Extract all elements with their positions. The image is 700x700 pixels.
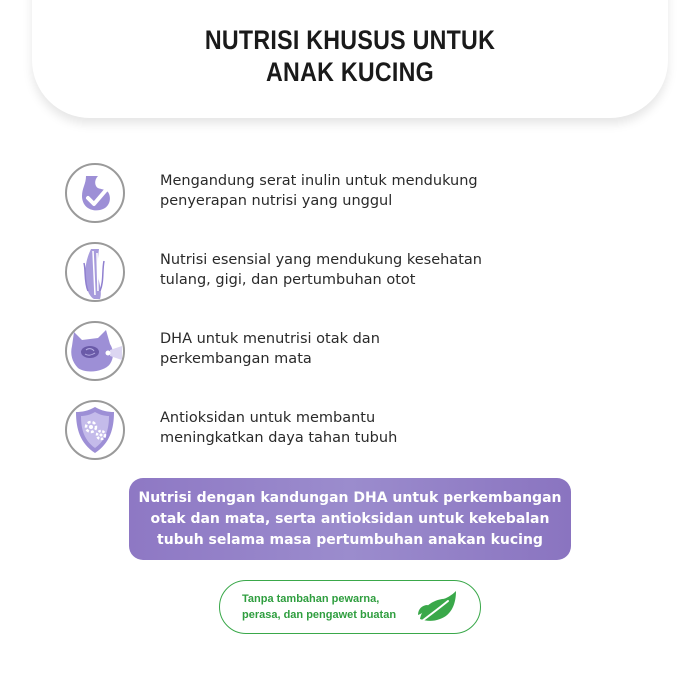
feature-text [160,250,482,290]
dha-summary-banner [129,478,571,560]
leaf-icon [416,589,460,625]
banner-line-2: otak dan mata, serta antioksidan untuk kekebalan [150,511,550,527]
title-line-1: NUTRISI KHUSUS UNTUK [204,25,496,55]
feature-line-2: perkembangan mata [160,351,312,367]
feature-item-fiber [64,162,664,226]
bone-muscle-icon [64,241,126,303]
feature-item-antioxidant [64,399,664,463]
feature-text [160,408,397,448]
feature-line-2: tulang, gigi, dan pertumbuhan otot [160,272,416,288]
page-title [49,24,651,88]
feature-text [160,329,380,369]
cat-brain-eye-icon [64,320,126,382]
shield-gears-icon [64,399,126,461]
feature-line-2: meningkatkan daya tahan tubuh [160,430,398,446]
no-additives-badge [219,580,481,634]
stomach-check-icon [64,162,126,224]
feature-line-1: Antioksidan untuk membantu [160,410,376,426]
title-line-2: ANAK KUCING [266,57,434,87]
feature-line-1: Nutrisi esensial yang mendukung kesehatan [160,252,482,268]
feature-line-1: DHA untuk menutrisi otak dan [160,331,380,347]
badge-line-1: Tanpa tambahan pewarna, [242,593,380,605]
badge-text [242,591,396,623]
feature-item-bone [64,241,664,305]
feature-text [160,171,478,211]
feature-line-2: penyerapan nutrisi yang unggul [160,193,393,209]
feature-line-1: Mengandung serat inulin untuk mendukung [160,173,478,189]
badge-line-2: perasa, dan pengawet buatan [242,609,397,621]
feature-item-dha [64,320,664,384]
banner-line-3: tubuh selama masa pertumbuhan anakan kucing [157,532,543,548]
banner-line-1: Nutrisi dengan kandungan DHA untuk perkembangan [138,490,562,506]
